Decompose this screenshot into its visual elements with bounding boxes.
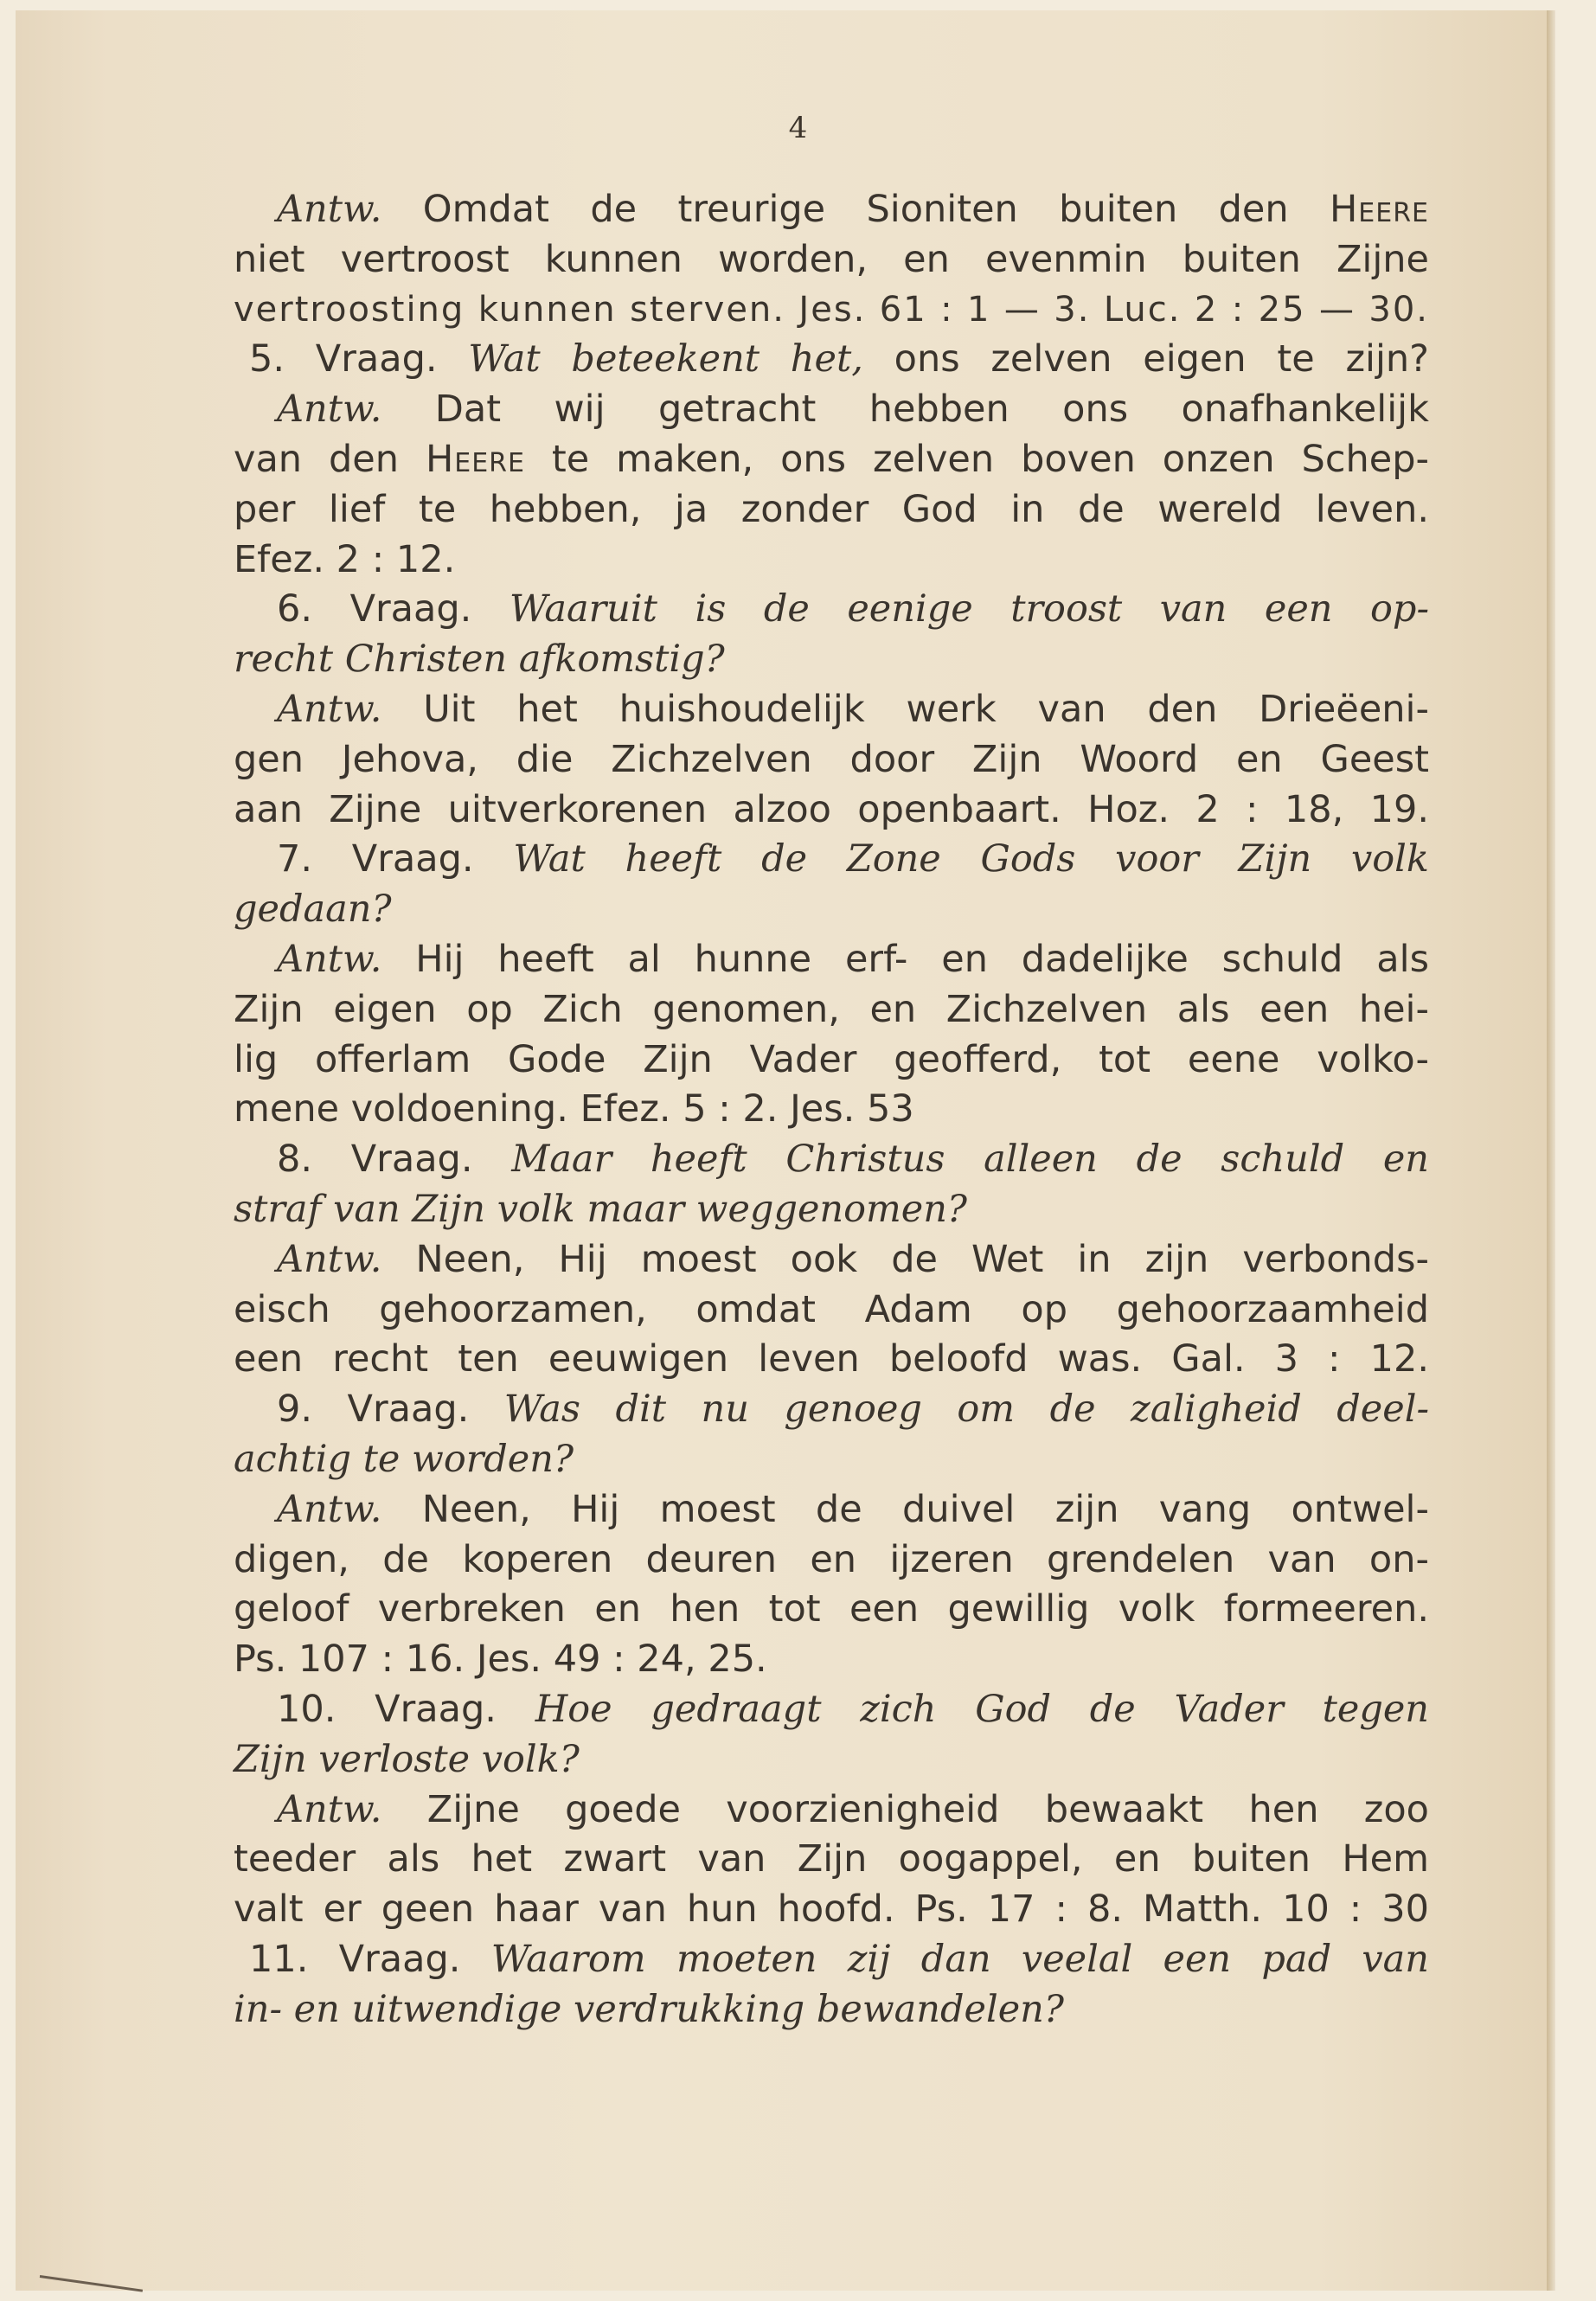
text-line: niet vertroost kunnen worden, en evenmin buiten Zijne (234, 237, 1429, 281)
text-line: straf van Zijn volk maar weggenomen? (234, 1187, 967, 1231)
text-line: Antw. Zijne goede voorzienigheid bewaakt hen zoo (277, 1787, 1429, 1831)
text-line: valt er geen haar van hun hoofd. Ps. 17 : 8. Matth. 10 : 30 (234, 1888, 1429, 1932)
text-line: achtig te worden? (234, 1437, 574, 1481)
question-8: 8. Vraag. Maar heeft Christus alleen de schuld en (277, 1138, 1429, 1182)
text-line: aan Zijne uitverkorenen alzoo openbaart. Hoz. 2 : 18, 19. (234, 787, 1429, 831)
text-line: Ps. 107 : 16. Jes. 49 : 24, 25. (234, 1638, 767, 1682)
page-number: 4 (788, 111, 808, 145)
page-edge (1547, 10, 1555, 2291)
text-line: eisch gehoorzamen, omdat Adam op gehoorzaamheid (234, 1287, 1429, 1331)
text-line: recht Christen afkomstig? (234, 638, 725, 682)
text-line: Antw. Neen, Hij moest ook de Wet in zijn verbonds- (277, 1237, 1429, 1281)
text-line: Antw. Uit het huishoudelijk werk van den Drieëeni- (277, 687, 1429, 731)
question-9: 9. Vraag. Was dit nu genoeg om de zaligheid deel- (277, 1388, 1429, 1432)
question-6: 6. Vraag. Waaruit is de eenige troost van een op- (277, 587, 1429, 631)
text-line: Antw. Dat wij getracht hebben ons onafhankelijk (277, 388, 1429, 432)
text-line: gen Jehova, die Zichzelven door Zijn Woord en Geest (234, 737, 1429, 781)
text-line: Zijn verloste volk? (234, 1737, 580, 1781)
text-line: gedaan? (234, 888, 392, 932)
text-line: geloof verbreken en hen tot een gewillig volk formeeren. (234, 1587, 1429, 1631)
text-line: van den Heere te maken, ons zelven boven onzen Schep- (234, 437, 1430, 481)
text-line: Antw. Neen, Hij moest de duivel zijn vang ontwel- (277, 1487, 1429, 1531)
text-line: vertroosting kunnen sterven. Jes. 61 : 1 — 3. Luc. 2 : 25 — 30. (234, 289, 1429, 330)
text-line: per lief te hebben, ja zonder God in de wereld leven. (234, 487, 1429, 531)
text-line: lig offerlam Gode Zijn Vader geofferd, tot eene volko- (234, 1037, 1429, 1081)
text-line: Zijn eigen op Zich genomen, en Zichzelven als een hei- (234, 987, 1429, 1031)
text-line: Antw. Hij heeft al hunne erf- en dadelijke schuld als (277, 937, 1429, 981)
question-11: 11. Vraag. Waarom moeten zij dan veelal een pad van (249, 1937, 1430, 1981)
question-7: 7. Vraag. Wat heeft de Zone Gods voor Zijn volk (277, 837, 1429, 881)
text-line: Efez. 2 : 12. (234, 537, 456, 581)
text-line: een recht ten eeuwigen leven beloofd was. Gal. 3 : 12. (234, 1337, 1429, 1381)
text-line: digen, de koperen deuren en ijzeren grendelen van on- (234, 1537, 1429, 1581)
question-5: 5. Vraag. Wat beteekent het, ons zelven eigen te zijn? (249, 337, 1429, 381)
text-line: teeder als het zwart van Zijn oogappel, en buiten Hem (234, 1837, 1429, 1881)
question-10: 10. Vraag. Hoe gedraagt zich God de Vader tegen (277, 1687, 1429, 1731)
catechism-text (234, 185, 1429, 2035)
text-line: in- en uitwendige verdrukking bewandelen? (234, 1987, 1064, 2031)
text-line: mene voldoening. Efez. 5 : 2. Jes. 53 (234, 1087, 914, 1131)
text-line: Antw. Omdat de treurige Sioniten buiten den Heere (277, 188, 1429, 231)
